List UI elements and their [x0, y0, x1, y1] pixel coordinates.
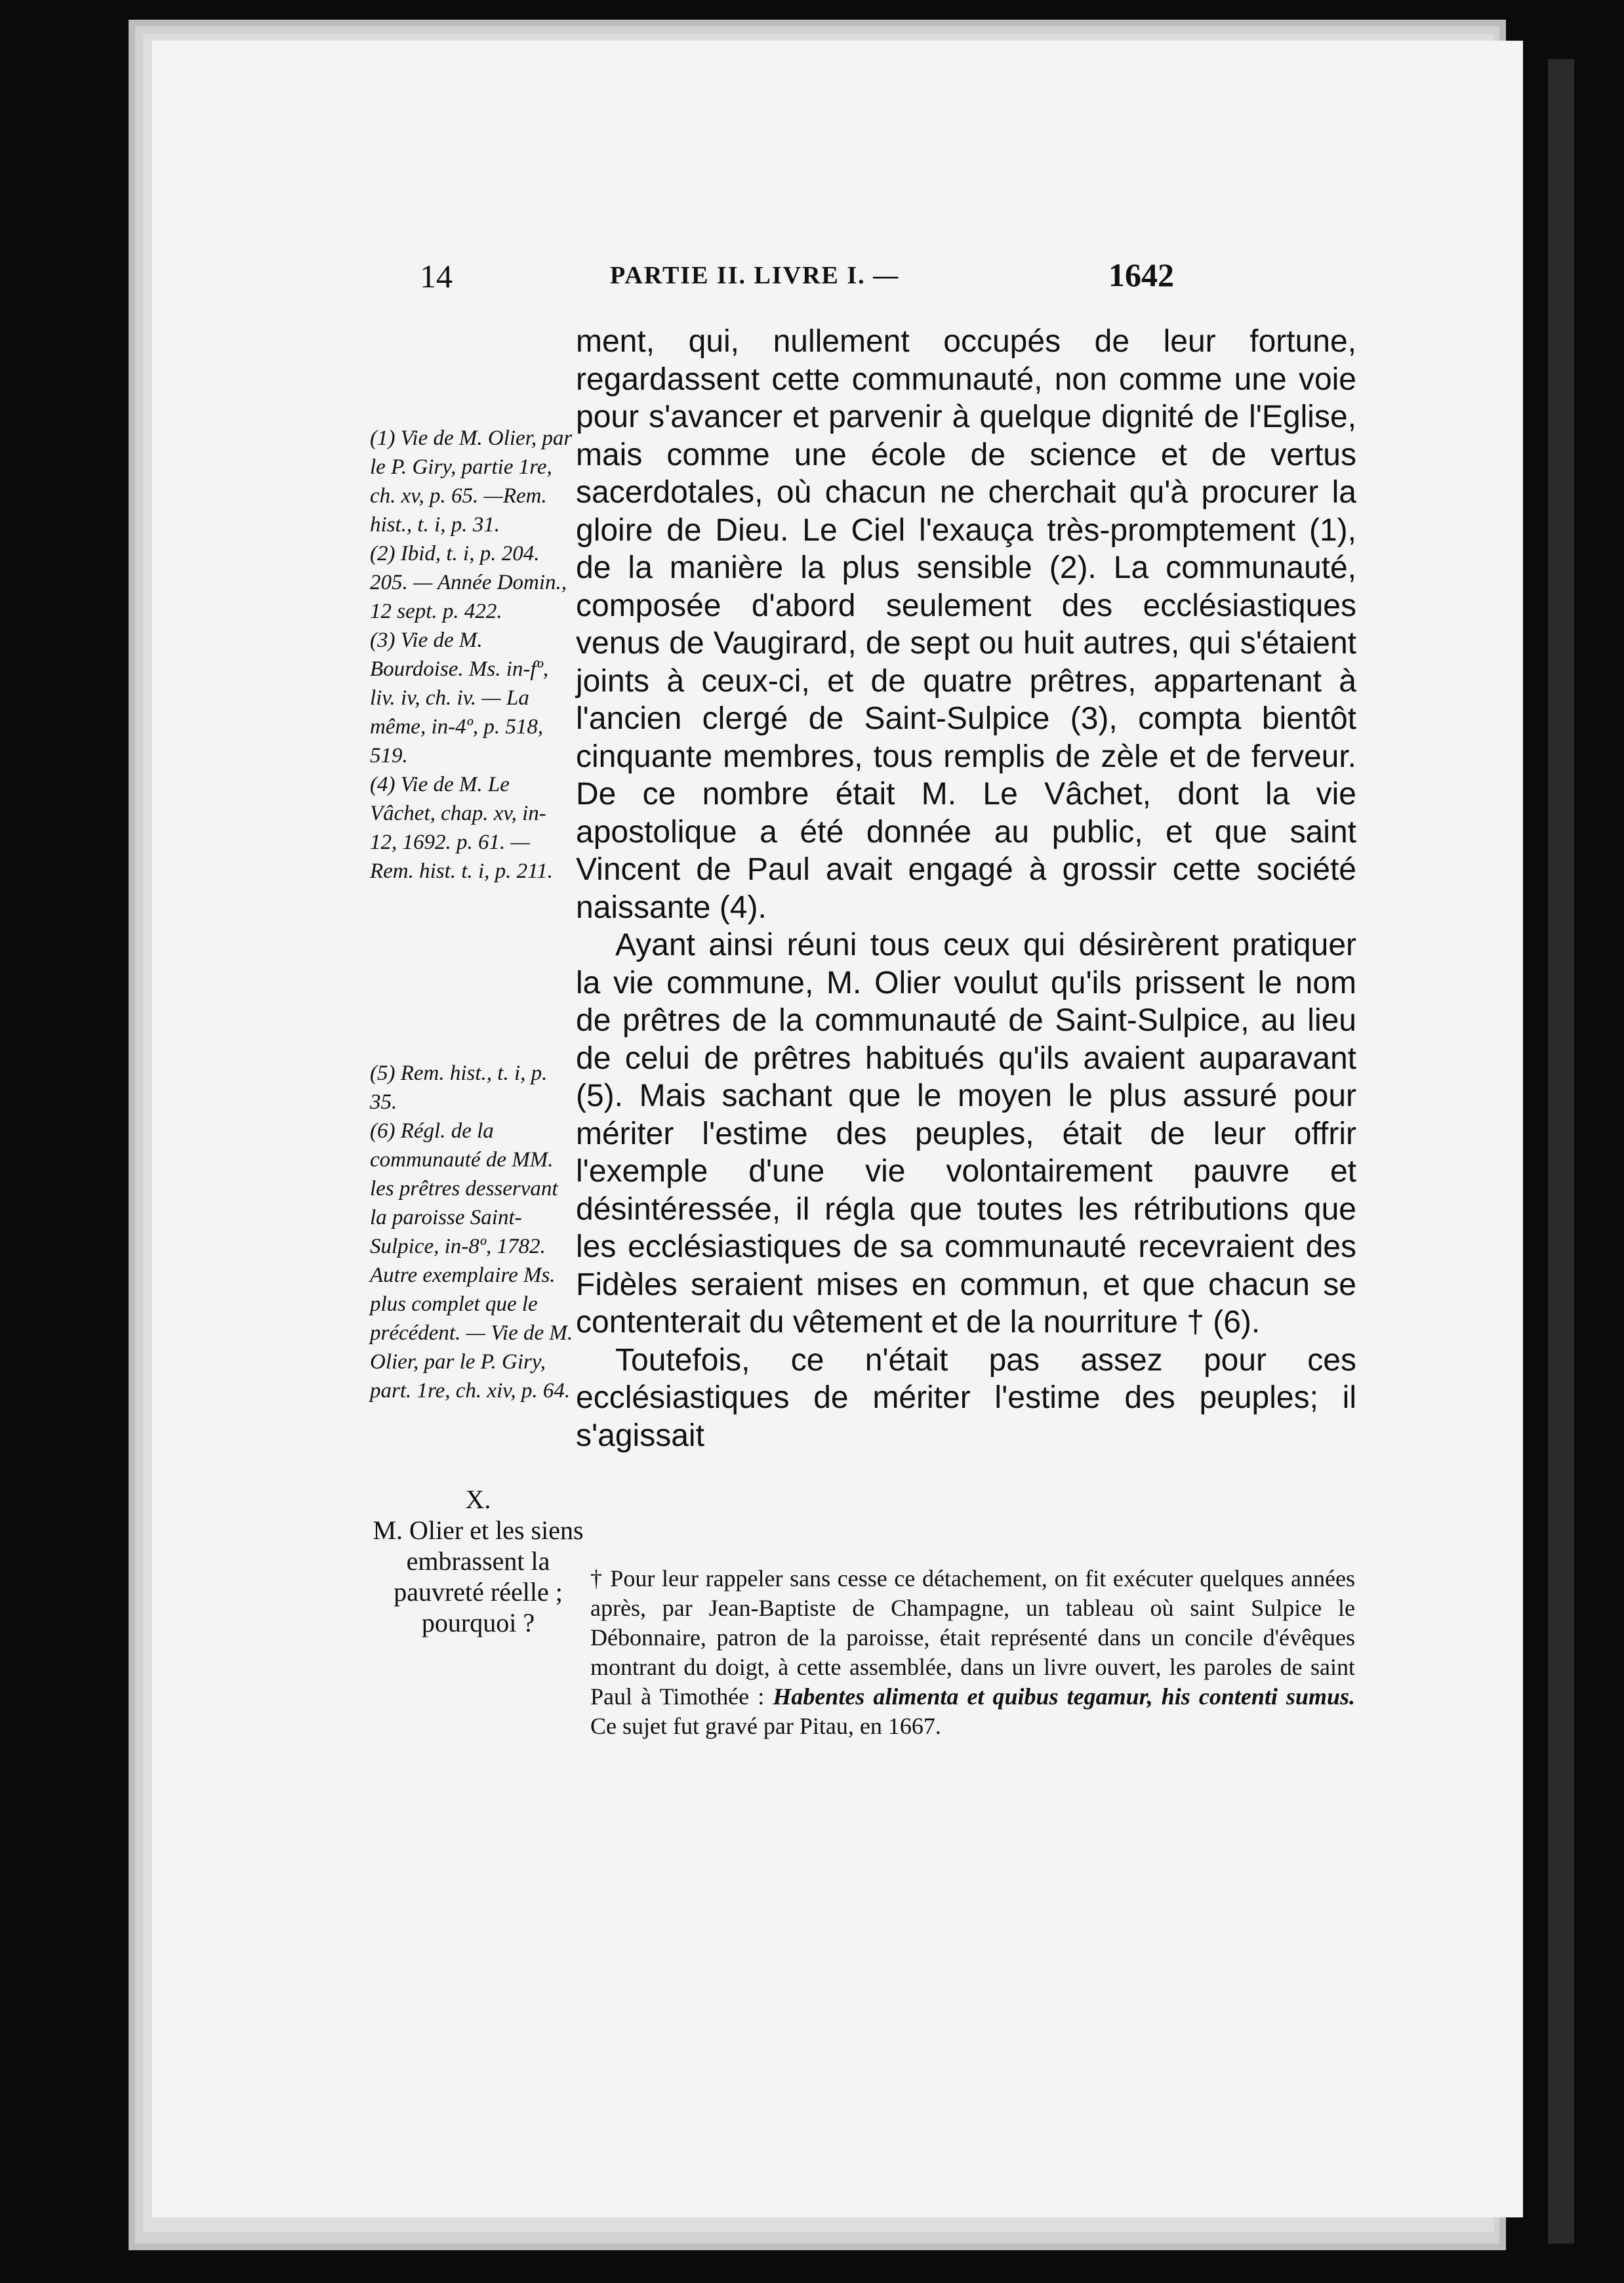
footnote-text-end: Ce sujet fut gravé par Pitau, en 1667. — [590, 1713, 941, 1739]
body-text — [576, 323, 1356, 1454]
side-title-text: M. Olier et les siens embrassent la pauvreté réelle ; pourquoi ? — [373, 1515, 584, 1637]
page-header — [420, 257, 1338, 310]
margin-note: (2) Ibid, t. i, p. 204. 205. — Année Domin., 12 sept. p. 422. — [370, 542, 567, 623]
paragraph: Toutefois, ce n'était pas assez pour ces ecclésiastiques de mériter l'estime des peuples; il s'agissait — [576, 1342, 1356, 1453]
footnote — [590, 1564, 1355, 1741]
margin-notes-top — [370, 424, 573, 886]
margin-note: (3) Vie de M. Bourdoise. Ms. in-fº, liv. iv, ch. iv. — La même, in-4º, p. 518, 519. — [370, 628, 549, 768]
margin-note: (1) Vie de M. Olier, par le P. Giry, partie 1re, ch. xv, p. 65. —Rem. hist., t. i, p. 31. — [370, 426, 573, 537]
margin-note: (4) Vie de M. Le Vâchet, chap. xv, in-12, 1692. p. 61. — Rem. hist. t. i, p. 211. — [370, 773, 553, 883]
side-title — [370, 1484, 586, 1638]
margin-note: (6) Régl. de la communauté de MM. les prêtres desservant la paroisse Saint-Sulpice, in-8º, 1782. Autre exemplaire Ms. plus complet que le précédent. — Vie de M. Olier, par le P. Giry, part. 1re, ch. xiv, p. 64. — [370, 1119, 573, 1403]
paragraph: Ayant ainsi réuni tous ceux qui désirèrent pratiquer la vie commune, M. Olier voulut qu'ils prissent le nom de prêtres de la communauté de Saint-Sulpice, au lieu de celui de prêtres habitués qu'ils avaient auparavant (5). Mais sachant que le moyen le plus assuré pour mériter l'estime des peuples, était de leur offrir l'exemple d'une vie volontairement pauvre et désintéressée, il régla que toutes les rétributions que les ecclésiastiques de sa communauté recevraient des Fidèles seraient mises en commun, et que chacun se contenterait du vêtement et de la nourriture † (6). — [576, 928, 1356, 1340]
footnote-text: † Pour leur rappeler sans cesse ce détachement, on fit exécuter quelques années après, par Jean-Baptiste de Champagne, un tableau où saint Sulpice le Débonnaire, patron de la paroisse, était représenté dans un concile d'évêques montrant du doigt, à cette assemblée, dans un livre ouvert, les paroles de saint Paul à Timothée : — [590, 1565, 1355, 1710]
year: 1642 — [1108, 257, 1174, 293]
side-title-number: X. — [465, 1485, 491, 1514]
footnote-latin-quote: Habentes alimenta et quibus tegamur, his contenti sumus. — [773, 1683, 1355, 1710]
margin-note: (5) Rem. hist., t. i, p. 35. — [370, 1061, 548, 1114]
page-number: 14 — [420, 258, 453, 295]
margin-notes-bottom — [370, 1059, 573, 1405]
paragraph: ment, qui, nullement occupés de leur fortune, regardassent cette communauté, non comme une voie pour s'avancer et parvenir à quelque dignité de l'Eglise, mais comme une école de science et de vertus sacerdotales, où chacun ne cherchait qu'à procurer la gloire de Dieu. Le Ciel l'exauça très-promptement (1), de la manière la plus sensible (2). La communauté, composée d'abord seulement des ecclésiastiques venus de Vaugirard, de sept ou huit autres, qui s'étaient joints à ceux-ci, et de quatre prêtres, appartenant à l'ancien clergé de Saint-Sulpice (3), compta bientôt cinquante membres, tous remplis de zèle et de ferveur. De ce nombre était M. Le Vâchet, dont la vie apostolique a été donnée au public, et que saint Vincent de Paul avait engagé à grossir cette société naissante (4). — [576, 324, 1356, 925]
scan-border — [1548, 59, 1574, 2244]
running-head: PARTIE II. LIVRE I. — — [610, 262, 900, 289]
